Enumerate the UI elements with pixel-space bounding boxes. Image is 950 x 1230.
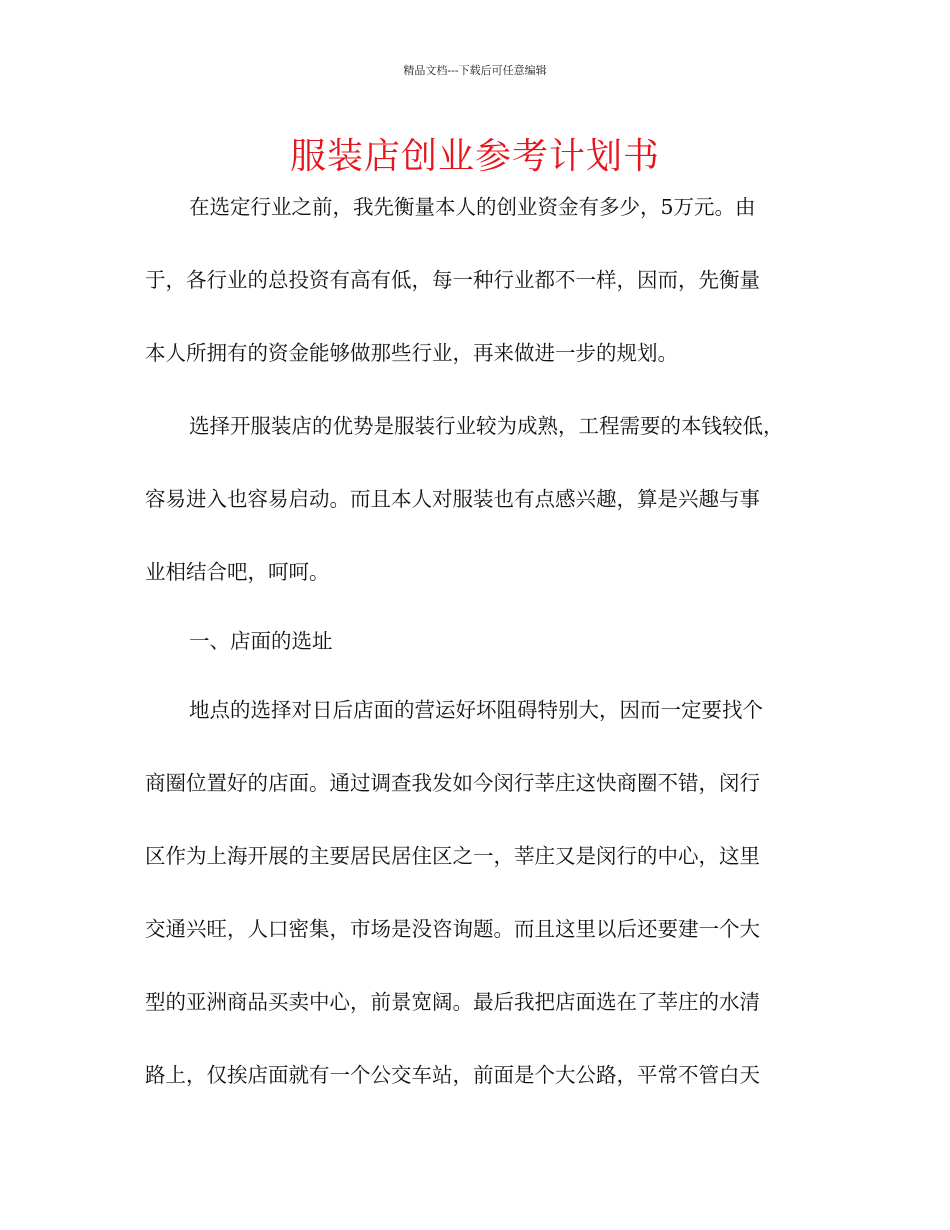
page-header: 精品文档---下载后可任意编辑 xyxy=(403,64,547,77)
document-title: 服装店创业参考计划书 xyxy=(289,136,660,177)
section-heading: 一、店面的选址 xyxy=(189,629,333,653)
paragraph-line: 选择开服装店的优势是服装行业较为成熟，工程需要的本钱较低， xyxy=(189,414,784,438)
paragraph-line: 在选定行业之前，我先衡量本人的创业资金有多少，5万元。由 xyxy=(189,195,756,219)
paragraph-line: 交通兴旺，人口密集，市场是没咨询题。而且这里以后还要建一个大 xyxy=(145,917,760,941)
paragraph-line: 区作为上海开展的主要居民居住区之一，莘庄又是闵行的中心，这里 xyxy=(145,844,760,868)
paragraph-line: 商圈位置好的店面。通过调查我发如今闵行莘庄这快商圈不错，闵行 xyxy=(145,771,760,795)
document-body xyxy=(145,190,815,1131)
paragraph-line: 地点的选择对日后店面的营运好坏阻碍特别大，因而一定要找个 xyxy=(189,698,763,722)
paragraph-line: 型的亚洲商品买卖中心，前景宽阔。最后我把店面选在了莘庄的水清 xyxy=(145,990,760,1014)
paragraph-line: 本人所拥有的资金能够做那些行业，再来做进一步的规划。 xyxy=(145,341,678,365)
paragraph-line: 业相结合吧，呵呵。 xyxy=(145,560,330,584)
paragraph-line: 路上，仅挨店面就有一个公交车站，前面是个大公路，平常不管白天 xyxy=(145,1063,760,1087)
paragraph-line: 于，各行业的总投资有高有低，每一种行业都不一样，因而，先衡量 xyxy=(145,268,760,292)
paragraph-line: 容易进入也容易启动。而且本人对服装也有点感兴趣，算是兴趣与事 xyxy=(145,487,760,511)
